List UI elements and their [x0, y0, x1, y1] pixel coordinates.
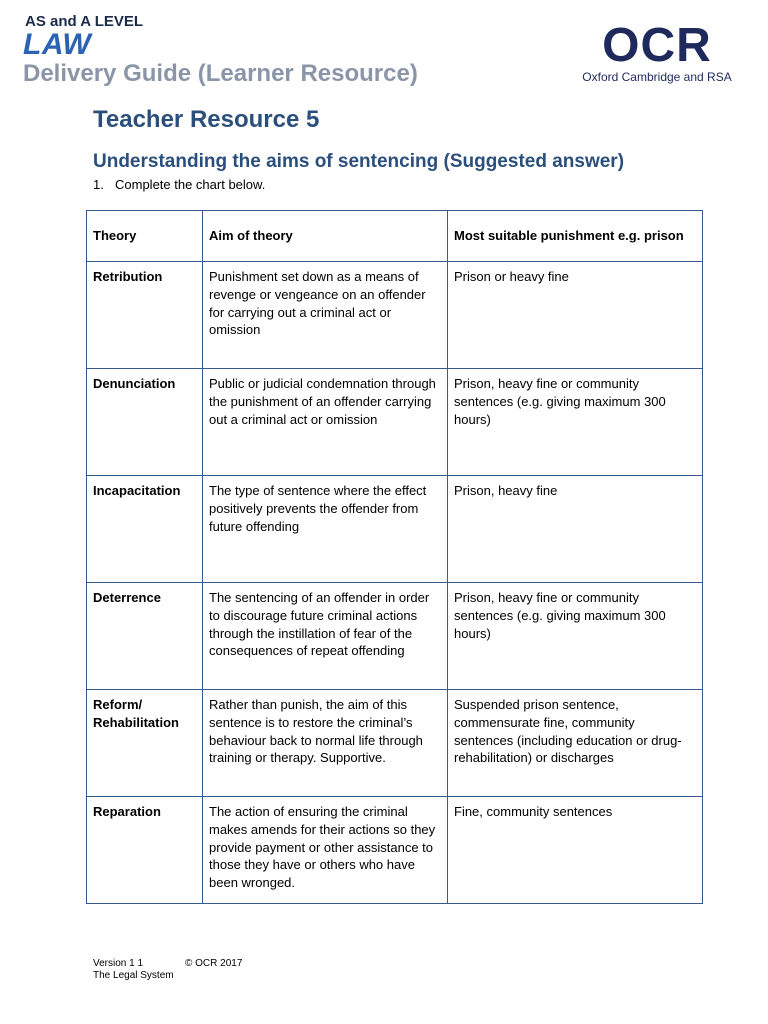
ocr-logo-text: OCR	[602, 19, 712, 72]
instruction-number: 1.	[93, 177, 104, 192]
cell-theory: Reform/ Rehabilitation	[87, 690, 203, 797]
header-guide-title: Delivery Guide (Learner Resource)	[23, 60, 418, 87]
cell-theory: Reparation	[87, 797, 203, 904]
cell-aim: The sentencing of an offender in order to discourage future criminal actions through the instillation of fear of the consequences of repeat offending	[203, 583, 448, 690]
cell-aim: Punishment set down as a means of revenge or vengeance on an offender for carrying out a criminal act or omission	[203, 262, 448, 369]
instruction-text: Complete the chart below.	[115, 177, 266, 192]
table-row	[87, 583, 703, 690]
table-row	[87, 369, 703, 476]
header-aim: Aim of theory	[203, 211, 448, 262]
cell-theory: Incapacitation	[87, 476, 203, 583]
cell-punishment: Prison, heavy fine or community sentences (e.g. giving maximum 300 hours)	[448, 369, 703, 476]
sentencing-aims-table	[86, 210, 703, 904]
cell-punishment: Fine, community sentences	[448, 797, 703, 904]
instruction	[93, 177, 265, 192]
ocr-logo	[574, 19, 740, 88]
table-row	[87, 262, 703, 369]
footer-unit: The Legal System	[93, 970, 174, 981]
cell-theory: Deterrence	[87, 583, 203, 690]
table-header-row	[87, 211, 703, 262]
footer-copyright: © OCR 2017	[185, 958, 243, 969]
cell-aim: Rather than punish, the aim of this sentence is to restore the criminal’s behaviour back to normal life through training or therapy. Supportive.	[203, 690, 448, 797]
table-row	[87, 797, 703, 904]
footer-version: Version 1 1	[93, 958, 144, 969]
cell-theory: Denunciation	[87, 369, 203, 476]
cell-theory: Retribution	[87, 262, 203, 369]
header-theory: Theory	[87, 211, 203, 262]
header-pre-title: AS and A LEVEL	[25, 13, 144, 30]
header-subject: LAW	[23, 28, 92, 61]
table-row	[87, 690, 703, 797]
table-row	[87, 476, 703, 583]
header-punishment: Most suitable punishment e.g. prison	[448, 211, 703, 262]
cell-punishment: Prison or heavy fine	[448, 262, 703, 369]
cell-punishment: Prison, heavy fine	[448, 476, 703, 583]
footer	[93, 958, 242, 982]
cell-aim: Public or judicial condemnation through the punishment of an offender carrying out a criminal act or omission	[203, 369, 448, 476]
cell-punishment: Suspended prison sentence, commensurate fine, community sentences (including education or drug-rehabilitation) or discharges	[448, 690, 703, 797]
page-title: Teacher Resource 5	[93, 106, 320, 133]
cell-aim: The type of sentence where the effect positively prevents the offender from future offending	[203, 476, 448, 583]
ocr-logo-tagline: Oxford Cambridge and RSA	[582, 70, 732, 84]
cell-aim: The action of ensuring the criminal makes amends for their actions so they provide payment or other assistance to those they have or others who have been wronged.	[203, 797, 448, 904]
page-subtitle: Understanding the aims of sentencing (Suggested answer)	[93, 151, 625, 172]
cell-punishment: Prison, heavy fine or community sentences (e.g. giving maximum 300 hours)	[448, 583, 703, 690]
